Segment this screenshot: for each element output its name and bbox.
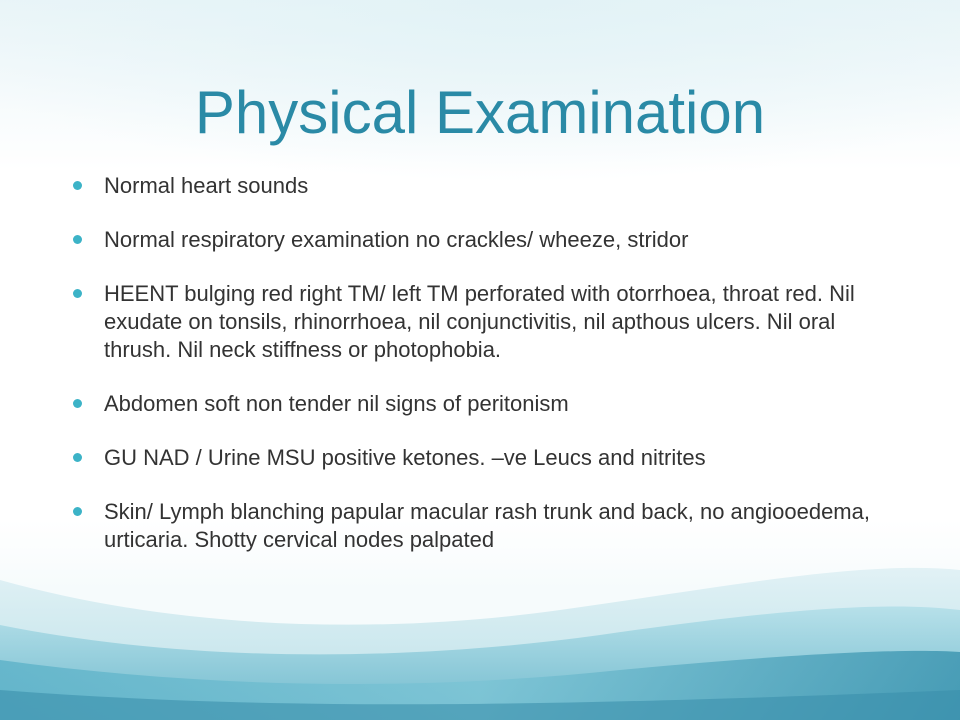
bullet-item xyxy=(73,498,893,554)
bullet-list xyxy=(73,172,893,580)
bullet-dot-icon xyxy=(73,181,82,190)
bullet-dot-icon xyxy=(73,507,82,516)
bullet-text: Abdomen soft non tender nil signs of peritonism xyxy=(104,391,569,416)
bullet-text: Skin/ Lymph blanching papular macular rash trunk and back, no angiooedema, urticaria. Shotty cervical nodes palpated xyxy=(104,499,870,552)
bullet-item xyxy=(73,226,893,254)
bullet-item xyxy=(73,280,893,364)
bullet-dot-icon xyxy=(73,453,82,462)
bullet-dot-icon xyxy=(73,289,82,298)
bullet-dot-icon xyxy=(73,399,82,408)
bullet-item xyxy=(73,444,893,472)
bullet-text: GU NAD / Urine MSU positive ketones. –ve Leucs and nitrites xyxy=(104,445,706,470)
slide-title: Physical Examination xyxy=(194,79,766,146)
bullet-text: Normal heart sounds xyxy=(104,173,309,198)
bullet-item xyxy=(73,172,893,200)
bullet-text: Normal respiratory examination no crackles/ wheeze, stridor xyxy=(104,227,689,252)
bullet-dot-icon xyxy=(73,235,82,244)
bullet-text: HEENT bulging red right TM/ left TM perforated with otorrhoea, throat red. Nil exudate on tonsils, rhinorrhoea, nil conjunctivitis, nil apthous ulcers. Nil oral thrush. Nil neck stiffness or photophobia. xyxy=(104,281,855,362)
bullet-item xyxy=(73,390,893,418)
